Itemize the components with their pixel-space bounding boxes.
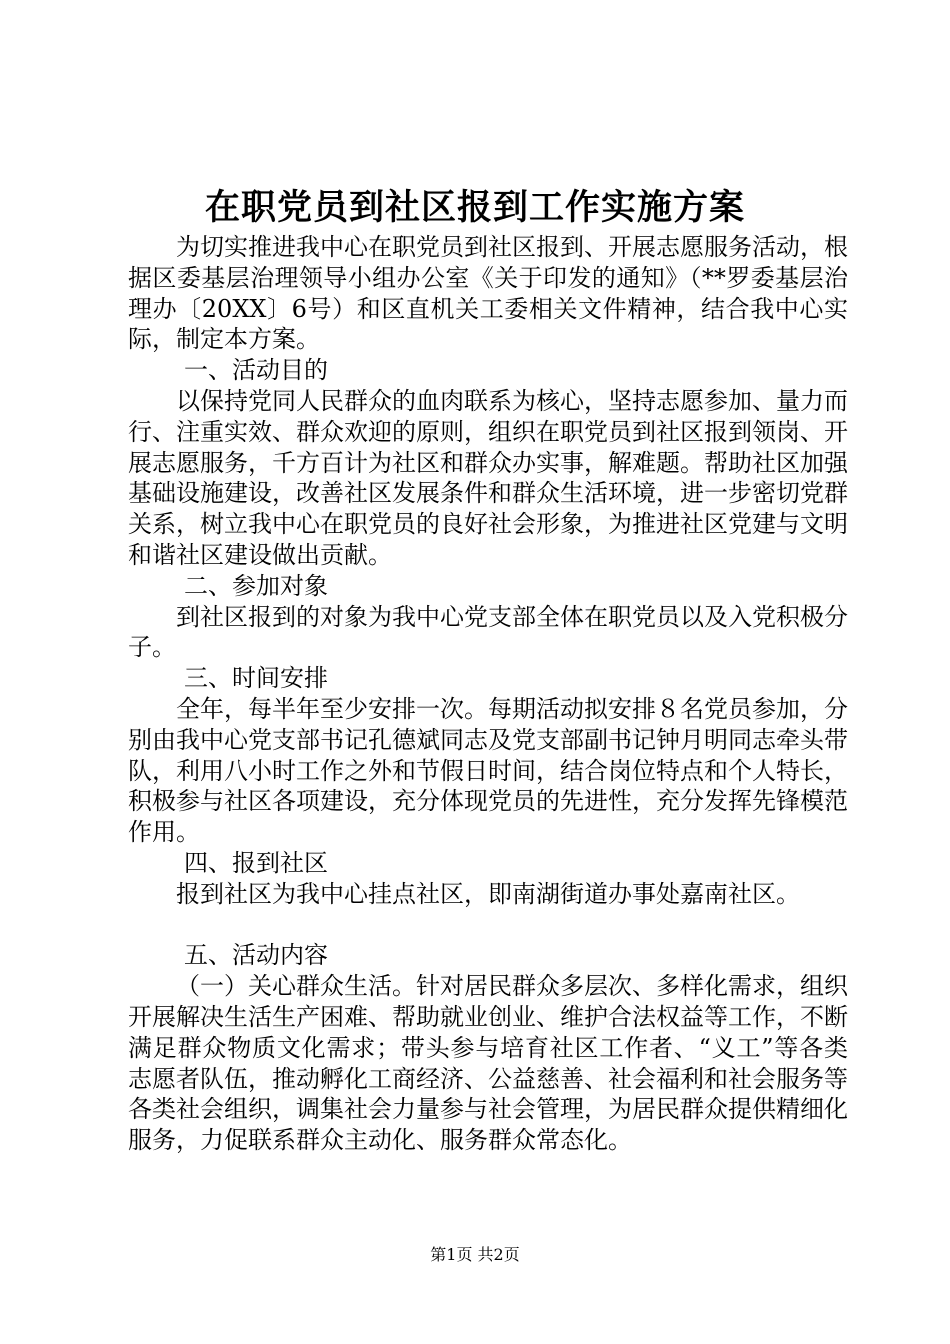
document-body — [128, 232, 848, 1156]
section-heading-content: 五、活动内容 — [184, 941, 328, 970]
schedule-paragraph: 全年，每半年至少安排一次。每期活动拟安排８名党员参加，分别由我中心党支部书记孔德斌同志及党支部副书记钟月明同志牵头带队，利用八小时工作之外和节假日时间，结合岗位特点和个人特长，积极参与社区各项建设，充分体现党员的先进性，充分发挥先锋模范作用。 — [128, 694, 848, 847]
page-footer: 第1页 共2页 — [430, 1245, 520, 1264]
section-heading-purpose: 一、活动目的 — [184, 356, 328, 385]
purpose-paragraph: 以保持党同人民群众的血肉联系为核心，坚持志愿参加、量力而行、注重实效、群众欢迎的原则，组织在职党员到社区报到领岗、开展志愿服务，千方百计为社区和群众办实事，解难题。帮助社区加强基础设施建设，改善社区发展条件和群众生活环境，进一步密切党群关系，树立我中心在职党员的良好社会形象，为推进社区党建与文明和谐社区建设做出贡献。 — [128, 386, 848, 569]
community-paragraph: 报到社区为我中心挂点社区，即南湖街道办事处嘉南社区。 — [176, 879, 800, 908]
content-paragraph: （一）关心群众生活。针对居民群众多层次、多样化需求，组织开展解决生活生产困难、帮助就业创业、维护合法权益等工作，不断满足群众物质文化需求；带头参与培育社区工作者、“义工”等各类志愿者队伍，推动孵化工商经济、公益慈善、社会福利和社会服务等各类社会组织，调集社会力量参与社会管理，为居民群众提供精细化服务，力促联系群众主动化、服务群众常态化。 — [128, 972, 848, 1155]
blank-line — [128, 910, 848, 941]
document-title: 在职党员到社区报到工作实施方案 — [204, 187, 745, 228]
intro-paragraph: 为切实推进我中心在职党员到社区报到、开展志愿服务活动，根据区委基层治理领导小组办公室《关于印发的通知》（**罗委基层治理办〔20XX〕6号）和区直机关工委相关文件精神，结合我中心实际，制定本方案。 — [128, 233, 848, 354]
section-heading-participants: 二、参加对象 — [184, 571, 328, 600]
section-heading-community: 四、报到社区 — [184, 848, 328, 877]
participants-paragraph: 到社区报到的对象为我中心党支部全体在职党员以及入党积极分子。 — [128, 602, 848, 662]
section-heading-schedule: 三、时间安排 — [184, 664, 328, 693]
